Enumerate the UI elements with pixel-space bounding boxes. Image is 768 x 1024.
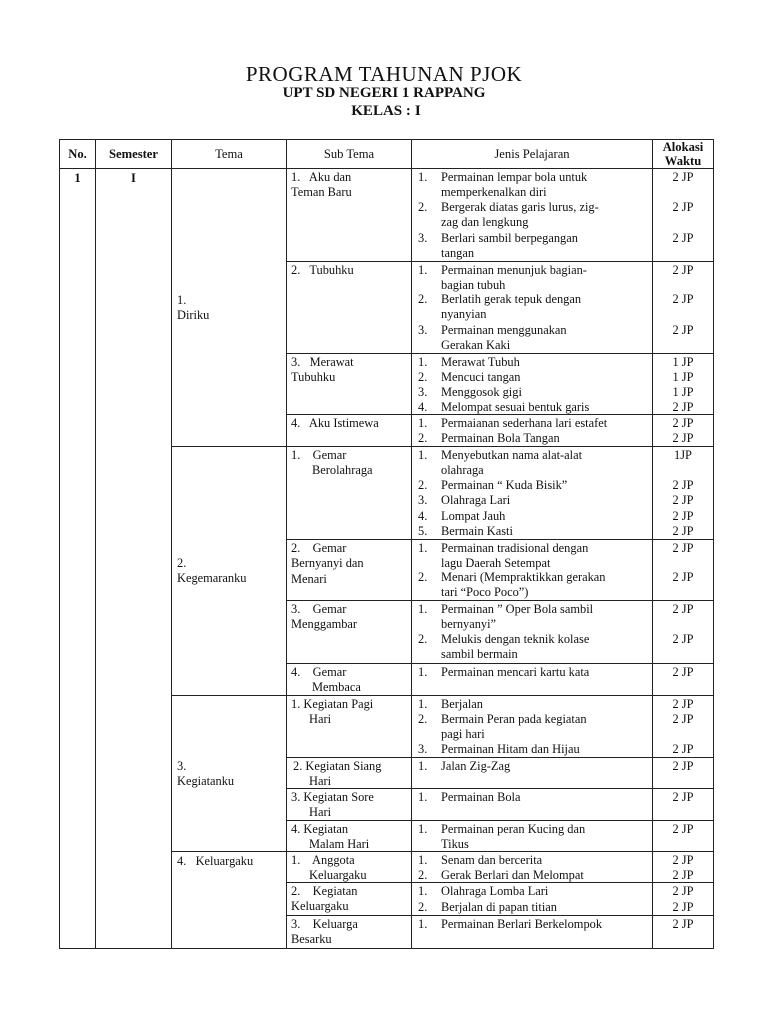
class-value: I (414, 103, 421, 119)
subtheme-line: Teman Baru (291, 185, 352, 200)
subtheme-line: 3. Gemar (291, 602, 347, 616)
subtheme-divider (286, 663, 713, 664)
lesson-text-line: Berlatih gerak tepuk dengan (441, 292, 582, 306)
subtheme-line: Malam Hari (309, 837, 370, 852)
class-label: KELAS : (351, 103, 411, 119)
lesson-number: 3. (418, 231, 428, 245)
lesson-text-line: Melompat sesuai bentuk garis (441, 400, 590, 414)
time-allocation: 2 JP (672, 478, 694, 492)
subtheme-line: Tubuhku (291, 370, 336, 385)
lesson-number: 1. (418, 416, 428, 430)
time-allocation: 2 JP (672, 602, 694, 616)
subtheme-line: 2. Kegiatan (291, 884, 358, 898)
lesson-text-line: Gerak Berlari dan Melompat (441, 868, 584, 882)
theme-number: 2. (177, 556, 187, 570)
lesson-number: 1. (418, 822, 428, 836)
lesson-number: 2. (418, 868, 428, 882)
time-allocation: 2 JP (672, 917, 694, 931)
time-allocation: 2 JP (672, 884, 694, 898)
time-allocation: 2 JP (672, 759, 694, 773)
subtheme-cell (291, 884, 357, 915)
semester-value: I (131, 171, 136, 185)
lesson-text (441, 570, 605, 601)
lesson-text-line: tangan (441, 246, 475, 261)
header-jenis-pelajaran: Jenis Pelajaran (494, 147, 570, 161)
lesson-text-line: Permainan lempar bola untuk (441, 170, 588, 184)
time-allocation: 2 JP (672, 712, 694, 726)
lesson-text-line: Permainan ” Oper Bola sambil (441, 602, 594, 616)
lesson-text-line: bernyanyi” (441, 617, 497, 632)
lesson-text (441, 355, 520, 370)
header-tema: Tema (215, 147, 243, 161)
lesson-text (441, 200, 599, 231)
lesson-text-line: Mencuci tangan (441, 370, 521, 384)
lesson-number: 2. (418, 431, 428, 445)
lesson-text (441, 431, 560, 446)
time-allocation: 2 JP (672, 170, 694, 184)
time-allocation: 2 JP (672, 632, 694, 646)
time-allocation: 2 JP (672, 900, 694, 914)
table-border-top (59, 139, 713, 140)
lesson-text-line: olahraga (441, 463, 484, 478)
subtheme-line: Bernyanyi dan (291, 556, 364, 571)
lesson-number: 2. (418, 370, 428, 384)
lesson-text-line: Bermain Peran pada kegiatan (441, 712, 587, 726)
lesson-text-line: Menari (Mempraktikkan gerakan (441, 570, 606, 584)
column-divider (95, 139, 96, 949)
subtheme-cell (291, 853, 367, 884)
lesson-text-line: sambil bermain (441, 647, 518, 662)
lesson-text (441, 697, 483, 712)
lesson-number: 2. (418, 900, 428, 914)
time-allocation: 2 JP (672, 509, 694, 523)
lesson-text-line: nyanyian (441, 307, 487, 322)
lesson-text (441, 868, 584, 883)
subtheme-line: Hari (309, 774, 332, 789)
header-alokasi-line1: Alokasi (662, 140, 704, 154)
lesson-text (441, 509, 505, 524)
lesson-text-line: Permainan Bola (441, 790, 521, 804)
table-border-bottom (59, 948, 713, 949)
theme-number: 3. (177, 759, 187, 773)
lesson-text (441, 712, 587, 743)
lesson-text-line: Berlari sambil berpegangan (441, 231, 578, 245)
time-allocation: 2 JP (672, 323, 694, 337)
subtheme-line: Berolahraga (312, 463, 373, 478)
lesson-text-line: Permainan “ Kuda Bisik” (441, 478, 568, 492)
subtheme-cell (291, 416, 379, 431)
lesson-text-line: Menggosok gigi (441, 385, 522, 399)
lesson-text (441, 385, 522, 400)
lesson-number: 4. (418, 509, 428, 523)
subtheme-line: Menari (291, 571, 327, 586)
theme-name: Kegiatanku (177, 774, 235, 789)
document-title: PROGRAM TAHUNAN PJOK (245, 62, 523, 86)
lesson-text-line: Bergerak diatas garis lurus, zig- (441, 200, 599, 214)
subtheme-line: Membaca (312, 680, 361, 695)
subtheme-cell (291, 697, 373, 728)
subtheme-line: 2. Gemar (291, 541, 347, 555)
lesson-text-line: Permainan menunjuk bagian- (441, 263, 587, 277)
lesson-text-line: Berjalan di papan titian (441, 900, 557, 914)
lesson-number: 1. (418, 759, 428, 773)
lesson-text (441, 853, 542, 868)
lesson-text (441, 478, 567, 493)
subtheme-line: 3. Kegiatan Sore (291, 790, 374, 804)
time-allocation: 1JP (674, 448, 692, 462)
header-alokasi (653, 140, 713, 168)
lesson-text-line: Tikus (441, 837, 469, 852)
subtheme-line: 1. Aku dan (291, 170, 352, 184)
lesson-text-line: bagian tubuh (441, 278, 506, 293)
subtheme-line: 1. Anggota (291, 853, 355, 867)
lesson-text-line: Permainan Hitam dan Hijau (441, 742, 580, 756)
lesson-text-line: Permainan menggunakan (441, 323, 567, 337)
subtheme-line: 4. Gemar (291, 665, 347, 679)
time-allocation: 2 JP (672, 431, 694, 445)
table-border-left (59, 139, 60, 949)
time-allocation: 2 JP (672, 416, 694, 430)
theme-name: Kegemaranku (177, 571, 247, 586)
subtheme-cell (291, 263, 354, 278)
lesson-text-line: Olahraga Lari (441, 493, 511, 507)
theme-divider (171, 695, 713, 696)
lesson-text-line: Permainan mencari kartu kata (441, 665, 590, 679)
subtheme-cell (291, 170, 352, 201)
lesson-text-line: Merawat Tubuh (441, 355, 520, 369)
lesson-number: 2. (418, 570, 428, 584)
time-allocation: 2 JP (672, 524, 694, 538)
subtheme-line: Menggambar (291, 617, 358, 632)
lesson-text-line: Melukis dengan teknik kolase (441, 632, 590, 646)
lesson-text (441, 263, 587, 294)
lesson-text-line: Senam dan bercerita (441, 853, 543, 867)
time-allocation: 2 JP (672, 263, 694, 277)
subtheme-cell (291, 665, 361, 696)
subtheme-line: 3. Merawat (291, 355, 354, 369)
lesson-text-line: Lompat Jauh (441, 509, 506, 523)
lesson-number: 1. (418, 917, 428, 931)
lesson-number: 1. (418, 170, 428, 184)
lesson-number: 1. (418, 884, 428, 898)
lesson-text (441, 602, 593, 633)
lesson-number: 2. (418, 478, 428, 492)
time-allocation: 2 JP (672, 493, 694, 507)
lesson-text-line: Berjalan (441, 697, 483, 711)
lesson-text (441, 416, 607, 431)
theme-cell (177, 293, 209, 324)
subtheme-line: Keluargaku (309, 868, 367, 883)
lesson-number: 4. (418, 400, 428, 414)
header-sub-tema: Sub Tema (323, 147, 375, 161)
lesson-text (441, 400, 589, 415)
lesson-text (441, 231, 578, 262)
time-allocation: 2 JP (672, 665, 694, 679)
subtheme-line: 1. Gemar (291, 448, 347, 462)
lesson-number: 2. (418, 632, 428, 646)
lesson-text-line: Jalan Zig-Zag (441, 759, 511, 773)
subtheme-line: 3. Keluarga (291, 917, 358, 931)
lesson-number: 1. (418, 697, 428, 711)
subtheme-line: 2. Tubuhku (291, 263, 354, 277)
lesson-text (441, 665, 589, 680)
time-allocation: 2 JP (672, 868, 694, 882)
lesson-number: 1. (418, 602, 428, 616)
lesson-text-line: zag dan lengkung (441, 215, 529, 230)
lesson-number: 1. (418, 853, 428, 867)
lesson-number: 3. (418, 323, 428, 337)
header-no: No. (68, 147, 87, 161)
subtheme-cell (293, 759, 381, 790)
lesson-text (441, 822, 585, 853)
subtheme-line: Besarku (291, 932, 332, 947)
subtheme-cell (291, 917, 358, 948)
lesson-number: 1. (418, 263, 428, 277)
lesson-text (441, 759, 510, 774)
lesson-text (441, 917, 602, 932)
time-allocation: 2 JP (672, 742, 694, 756)
subtheme-cell (291, 355, 354, 386)
theme-name: Diriku (177, 308, 210, 323)
lesson-number: 1. (418, 541, 428, 555)
lesson-number: 1. (418, 790, 428, 804)
row-number: 1 (74, 171, 81, 185)
lesson-text-line: Permaianan sederhana lari estafet (441, 416, 608, 430)
lesson-number: 2. (418, 200, 428, 214)
column-divider (171, 139, 172, 949)
subtheme-line: 2. Kegiatan Siang (293, 759, 382, 773)
lesson-text-line: Permainan tradisional dengan (441, 541, 589, 555)
theme-label: 4. Keluargaku (177, 854, 254, 868)
lesson-text (441, 884, 548, 899)
lesson-text (441, 323, 567, 354)
subtheme-cell (291, 602, 357, 633)
lesson-text (441, 524, 513, 539)
time-allocation: 1 JP (672, 385, 694, 399)
lesson-text-line: tari “Poco Poco”) (441, 585, 529, 600)
lesson-text-line: Permainan Bola Tangan (441, 431, 560, 445)
lesson-number: 1. (418, 355, 428, 369)
time-allocation: 2 JP (672, 400, 694, 414)
lesson-text-line: pagi hari (441, 727, 485, 742)
time-allocation: 2 JP (672, 853, 694, 867)
time-allocation: 2 JP (672, 231, 694, 245)
time-allocation: 1 JP (672, 355, 694, 369)
subtheme-cell (291, 822, 369, 853)
theme-number: 1. (177, 293, 187, 307)
lesson-number: 2. (418, 292, 428, 306)
subtheme-cell (291, 790, 374, 821)
lesson-text (441, 541, 588, 572)
theme-cell (177, 556, 247, 587)
subtheme-line: 1. Kegiatan Pagi (291, 697, 374, 711)
time-allocation: 2 JP (672, 790, 694, 804)
time-allocation: 2 JP (672, 200, 694, 214)
header-alokasi-line2: Waktu (664, 154, 702, 168)
theme-cell (177, 854, 253, 869)
school-name: UPT SD NEGERI 1 RAPPANG (282, 85, 486, 101)
lesson-text-line: Olahraga Lomba Lari (441, 884, 549, 898)
lesson-text (441, 742, 580, 757)
lesson-number: 3. (418, 742, 428, 756)
lesson-text-line: Permainan Berlari Berkelompok (441, 917, 603, 931)
lesson-text-line: memperkenalkan diri (441, 185, 547, 200)
header-semester: Semester (109, 147, 158, 161)
time-allocation: 2 JP (672, 292, 694, 306)
lesson-text (441, 493, 510, 508)
theme-cell (177, 759, 234, 790)
lesson-number: 3. (418, 385, 428, 399)
lesson-text (441, 632, 589, 663)
lesson-text-line: Gerakan Kaki (441, 338, 511, 353)
lesson-text (441, 448, 582, 479)
lesson-number: 2. (418, 712, 428, 726)
lesson-text-line: Permainan peran Kucing dan (441, 822, 586, 836)
lesson-number: 3. (418, 493, 428, 507)
lesson-text (441, 170, 587, 201)
subtheme-cell (291, 448, 373, 479)
lesson-text-line: Bermain Kasti (441, 524, 513, 538)
time-allocation: 2 JP (672, 697, 694, 711)
subtheme-line: Hari (309, 805, 332, 820)
time-allocation: 2 JP (672, 822, 694, 836)
lesson-number: 5. (418, 524, 428, 538)
lesson-text-line: lagu Daerah Setempat (441, 556, 551, 571)
time-allocation: 1 JP (672, 370, 694, 384)
time-allocation: 2 JP (672, 570, 694, 584)
subtheme-line: 4. Kegiatan (291, 822, 349, 836)
subtheme-line: Keluargaku (291, 899, 349, 914)
class-heading (0, 103, 768, 120)
header-divider (59, 168, 713, 169)
time-allocation: 2 JP (672, 541, 694, 555)
lesson-text (441, 370, 520, 385)
lesson-number: 1. (418, 665, 428, 679)
subtheme-cell (291, 541, 364, 587)
subtheme-line: Hari (309, 712, 332, 727)
lesson-number: 1. (418, 448, 428, 462)
lesson-text (441, 900, 557, 915)
lesson-text (441, 790, 521, 805)
subtheme-line: 4. Aku Istimewa (291, 416, 379, 430)
lesson-text-line: Menyebutkan nama alat-alat (441, 448, 583, 462)
lesson-text (441, 292, 581, 323)
